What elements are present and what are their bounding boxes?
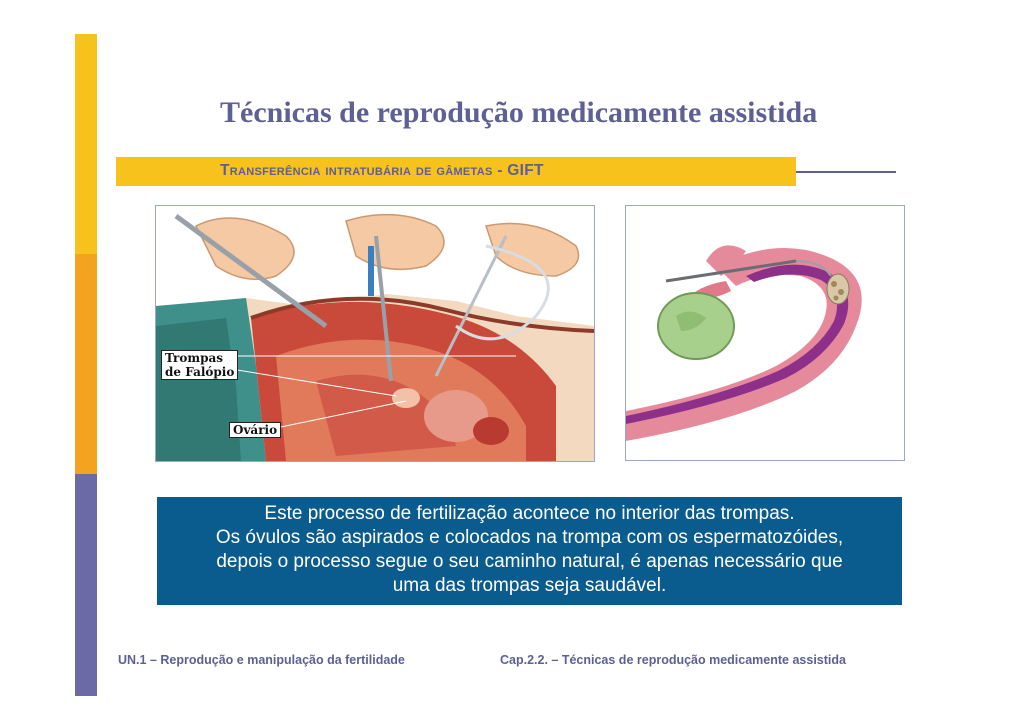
info-line-1: Este processo de fertilização acontece no interior das trompas. <box>264 503 795 524</box>
slide-title: Técnicas de reprodução medicamente assistida <box>220 96 818 129</box>
side-bar-yellow <box>75 34 97 254</box>
info-line-4: uma das trompas seja saudável. <box>392 575 667 596</box>
label-trompas-line2: de Falópio <box>165 365 235 379</box>
footer-unit: UN.1 – Reprodução e manipulação da fertilidade <box>118 653 405 667</box>
footer-chapter: Cap.2.2. – Técnicas de reprodução medicamente assistida <box>500 653 846 667</box>
side-bar-purple <box>75 474 97 696</box>
side-bar-orange <box>75 254 97 474</box>
label-trompas-line1: Trompas <box>165 351 224 365</box>
procedure-drawing <box>156 206 594 461</box>
label-trompas-de-falopio <box>161 350 238 380</box>
tube-drawing <box>626 206 904 460</box>
info-box <box>157 497 902 605</box>
gift-procedure-illustration <box>155 205 595 462</box>
fallopian-tube-illustration <box>625 205 905 461</box>
info-line-3: depois o processo segue o seu caminho natural, é apenas necessário que <box>216 551 843 572</box>
label-ovario: Ovário <box>229 422 281 438</box>
subtitle-rule <box>796 171 896 173</box>
slide-subtitle: Transferência intratubária de gâmetas - GIFT <box>220 162 544 179</box>
info-line-2: Os óvulos são aspirados e colocados na trompa com os espermatozóides, <box>215 527 844 548</box>
